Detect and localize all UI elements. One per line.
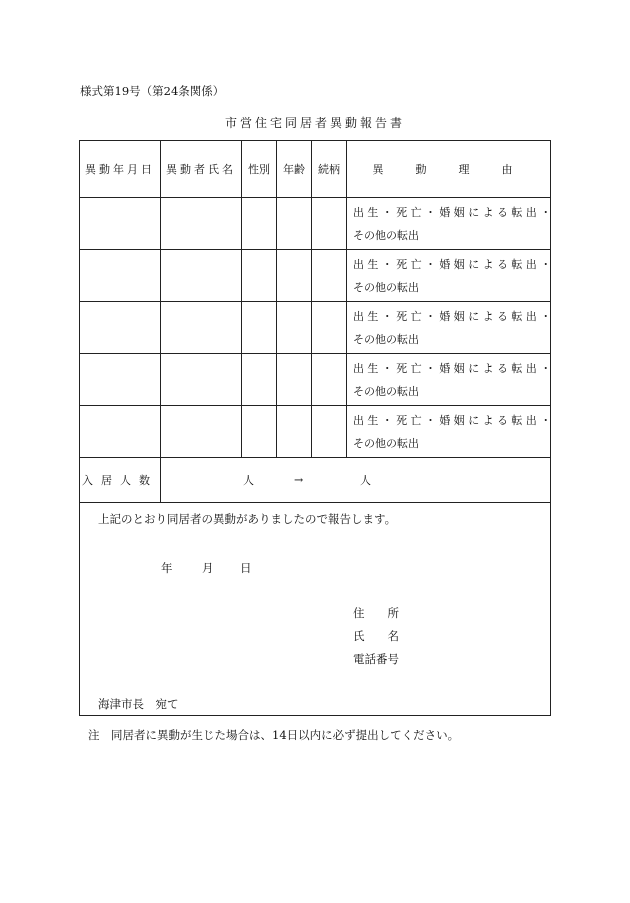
relation-cell[interactable] xyxy=(312,406,347,458)
date-cell[interactable] xyxy=(80,250,161,302)
occupant-count-row xyxy=(80,458,551,503)
address-label[interactable]: 住 所 xyxy=(353,606,399,620)
sex-cell[interactable] xyxy=(242,250,277,302)
reason-cell[interactable] xyxy=(347,250,555,302)
reason-cell[interactable] xyxy=(347,302,555,354)
report-statement: 上記のとおり同居者の異動がありましたので報告します。 xyxy=(98,512,397,526)
table-row xyxy=(80,198,551,250)
name-cell[interactable] xyxy=(161,250,242,302)
occupant-count-label: 入居人数 xyxy=(80,458,161,503)
header-date: 異動年月日 xyxy=(80,141,161,198)
reason-line-2: その他の転出 xyxy=(353,228,419,242)
reason-cell[interactable] xyxy=(347,406,555,458)
relation-cell[interactable] xyxy=(312,354,347,406)
age-cell[interactable] xyxy=(277,302,312,354)
reason-line-2: その他の転出 xyxy=(353,332,419,346)
age-cell[interactable] xyxy=(277,406,312,458)
name-cell[interactable] xyxy=(161,406,242,458)
notice-section xyxy=(80,503,551,716)
reason-line-1: 出生・死亡・婚姻による転出・ xyxy=(353,309,555,323)
date-cell[interactable] xyxy=(80,354,161,406)
count-before-unit: 人 xyxy=(243,474,254,487)
header-relation: 続柄 xyxy=(312,141,347,198)
table-row xyxy=(80,406,551,458)
addressee: 海津市長 宛て xyxy=(98,697,179,711)
header-name: 異動者氏名 xyxy=(161,141,242,198)
phone-label[interactable]: 電話番号 xyxy=(353,652,399,666)
header-row xyxy=(80,141,551,198)
sex-cell[interactable] xyxy=(242,406,277,458)
occupant-count-field[interactable] xyxy=(161,458,551,503)
name-cell[interactable] xyxy=(161,302,242,354)
reason-cell[interactable] xyxy=(347,198,555,250)
relation-cell[interactable] xyxy=(312,302,347,354)
table-row xyxy=(80,250,551,302)
document-title: 市営住宅同居者異動報告書 xyxy=(224,116,405,130)
reason-line-2: その他の転出 xyxy=(353,280,419,294)
name-label[interactable]: 氏 名 xyxy=(353,629,399,643)
month-label[interactable]: 月 xyxy=(202,561,214,575)
name-cell[interactable] xyxy=(161,198,242,250)
name-cell[interactable] xyxy=(161,354,242,406)
reason-line-2: その他の転出 xyxy=(353,384,419,398)
relation-cell[interactable] xyxy=(312,198,347,250)
year-label[interactable]: 年 xyxy=(161,561,173,575)
relation-cell[interactable] xyxy=(312,250,347,302)
reason-line-2: その他の転出 xyxy=(353,436,419,450)
header-age: 年齢 xyxy=(277,141,312,198)
date-cell[interactable] xyxy=(80,198,161,250)
reason-line-1: 出生・死亡・婚姻による転出・ xyxy=(353,361,555,375)
date-cell[interactable] xyxy=(80,406,161,458)
sex-cell[interactable] xyxy=(242,302,277,354)
notice-row xyxy=(80,503,551,716)
reason-cell[interactable] xyxy=(347,354,555,406)
age-cell[interactable] xyxy=(277,198,312,250)
header-sex: 性別 xyxy=(242,141,277,198)
table-row xyxy=(80,302,551,354)
sex-cell[interactable] xyxy=(242,354,277,406)
footnote: 注 同居者に異動が生じた場合は、14日以内に必ず提出してください。 xyxy=(88,728,460,742)
count-after-unit: 人 xyxy=(360,474,371,487)
age-cell[interactable] xyxy=(277,354,312,406)
reason-line-1: 出生・死亡・婚姻による転出・ xyxy=(353,205,555,219)
header-reason: 異動理由 xyxy=(347,141,551,198)
age-cell[interactable] xyxy=(277,250,312,302)
report-table xyxy=(79,140,555,716)
day-label[interactable]: 日 xyxy=(240,561,252,575)
sex-cell[interactable] xyxy=(242,198,277,250)
form-number: 様式第19号（第24条関係） xyxy=(80,84,225,98)
table-row xyxy=(80,354,551,406)
count-arrow: → xyxy=(294,473,304,487)
date-cell[interactable] xyxy=(80,302,161,354)
reason-line-1: 出生・死亡・婚姻による転出・ xyxy=(353,413,555,427)
reason-line-1: 出生・死亡・婚姻による転出・ xyxy=(353,257,555,271)
